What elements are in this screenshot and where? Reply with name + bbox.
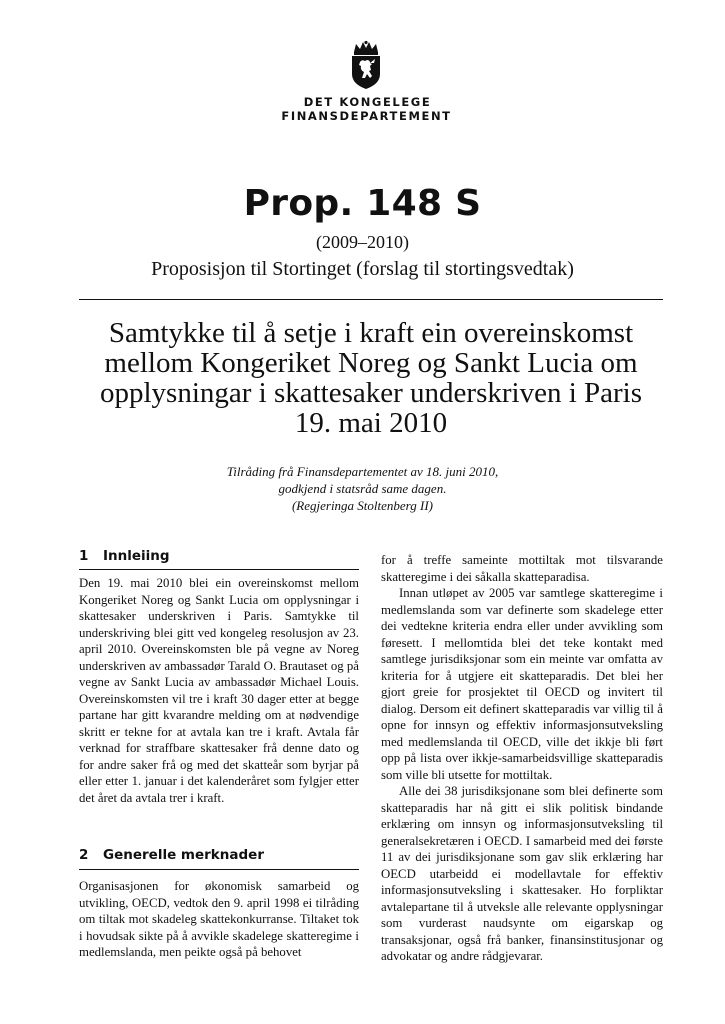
document-subtitle: Proposisjon til Stortinget (forslag til stortingsvedtak) [151, 258, 574, 280]
right-column [381, 552, 663, 965]
section-title: Innleiing [103, 548, 170, 564]
section-heading [79, 847, 359, 863]
approval-line: Tilråding frå Finansdepartementet av 18. juni 2010, [226, 464, 499, 479]
department-name-line1: DET KONGELEGE [303, 95, 432, 109]
paragraph: Alle dei 38 jurisdiksjonane som blei definerte som skatteparadis har nå gitt ei slik politisk bindande erklæring om innsyn og informasjonsutveksling til generalsekretæren i OECD. I samarbeid med dei første 11 av dei jurisdiksjonane som gav slik erklæring har OECD utarbeidd ei modellavtale for effektiv informasjonsutveksling i skattesaker. Ho forpliktar avtalepartane til å utveksle alle relevante opplysningar som vurderast naudsynte om eigarskap og transaksjonar, også frå banker, finansinstitusjonar og advokatar og andre rådgjevarar. [381, 784, 663, 963]
approval-line: godkjend i statsråd same dagen. [278, 481, 447, 496]
proposition-number: Prop. 148 S [243, 183, 482, 224]
title-divider [79, 299, 663, 300]
paragraph: for å treffe sameinte mottiltak mot tilsvarande skatteregime i dei såkalla skatteparadisa. [381, 553, 663, 584]
section-divider [79, 869, 359, 870]
norwegian-coat-of-arms-icon [346, 40, 386, 90]
section-heading [79, 548, 359, 564]
approval-line: (Regjeringa Stoltenberg II) [291, 498, 434, 513]
paragraph: Innan utløpet av 2005 var samtlege skatteregime i medlemslanda som var definerte som skadelege etter dei vedtekne kriteria endra eller under avvikling som føresett. I mellomtida blei det teke kontakt med samtlege jurisdiksjonar som ein meinte var omfatta av kriteria for å utgjere eit skatteparadis. Det blei her gjort greie for prosjektet til OECD og invitert til dialog. Dersom eit definert skatteparadis var villig til å opne for innsyn og effektiv informasjonsutveksling med medlemslanda til OECD, ville det ikkje bli ført opp på lista over ikkje-samarbeidsvillige skatteparadis som ville bli utsette for mottiltak. [381, 586, 663, 782]
section-divider [79, 569, 359, 570]
document-title: Samtykke til å setje i kraft ein overeinskomst mellom Kongeriket Noreg og Sankt Lucia om opplysningar i skattesaker underskriven i Paris 19. mai 2010 [99, 317, 643, 439]
section-number: 1 [79, 548, 89, 564]
section-title: Generelle merknader [103, 847, 264, 863]
section-body: Organisasjonen for økonomisk samarbeid og utvikling, OECD, vedtok den 9. april 1998 ei tilråding om tiltak mot skadeleg skattekonkurranse. Tiltaket tok i hovudsak sikte på å avvikle skadelege skatteregime i medlemslanda, men peikte også på behovet [79, 879, 359, 959]
session-years: (2009–2010) [316, 232, 409, 252]
department-name-line2: FINANSDEPARTEMENT [281, 109, 452, 123]
approval-note [0, 463, 725, 514]
section-body: Den 19. mai 2010 blei ein overeinskomst mellom Kongeriket Noreg og Sankt Lucia om opplysningar i skattesaker underskriven i Paris. Samtykke til underskriving blei gitt ved kongeleg resolusjon av 23. april 2010. Overeinskomsten ble på vegne av Noreg underskriven av ambassadør Tarald O. Brautaset og på vegne av Sankt Lucia av ambassadør Michael Louis. Overeinskomsten vil tre i kraft 30 dager etter at begge partane har gitt kvarandre melding om at nødvendige skritt er tekne for at avtala kan tre i kraft. Avtala får verknad for straffbare skattesaker frå denne dato og for andre saker frå og med det skatteår som byrjar på eller etter 1. januar i det kalenderåret som fylgjer etter det året da avtala trer i kraft. [79, 576, 359, 805]
section-number: 2 [79, 847, 89, 863]
